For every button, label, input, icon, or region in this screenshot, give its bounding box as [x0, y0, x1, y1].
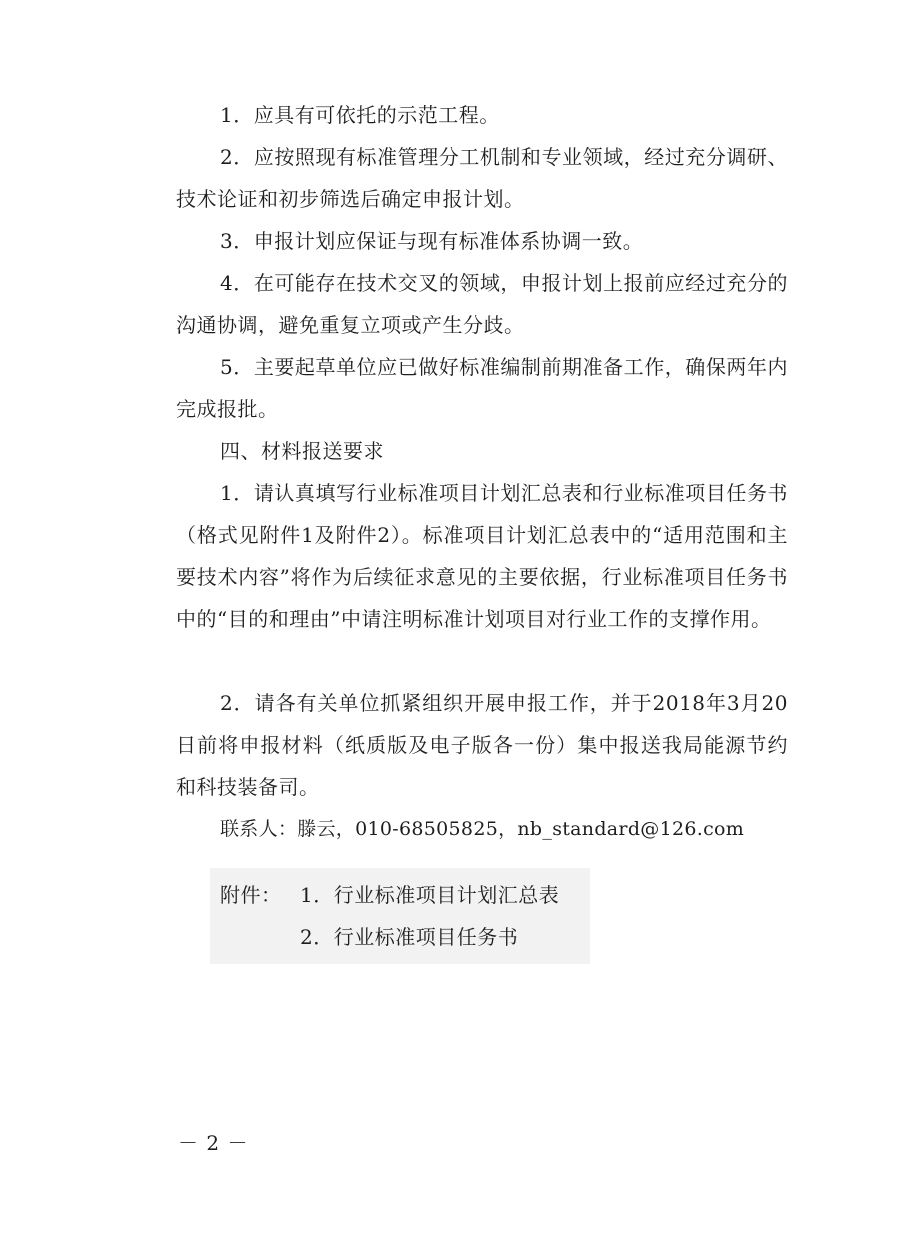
attachment-item: 2．行业标准项目任务书	[300, 925, 519, 949]
requirement-item-5: 5．主要起草单位应已做好标准编制前期准备工作，确保两年内完成报批。	[176, 355, 788, 421]
requirement-item-2: 2．应按照现有标准管理分工机制和专业领域，经过充分调研、技术论证和初步筛选后确定申报计划。	[176, 145, 788, 211]
contact-line: 联系人：滕云，010-68505825，nb_standard@126.com	[220, 818, 745, 840]
requirement-item-4: 4．在可能存在技术交叉的领域，申报计划上报前应经过充分的沟通协调，避免重复立项或产生分歧。	[176, 271, 788, 337]
requirement-item-1: 1．应具有可依托的示范工程。	[220, 103, 500, 127]
attachments-block	[210, 868, 590, 964]
page-number: － 2 －	[178, 1131, 249, 1155]
submission-item-2: 2．请各有关单位抓紧组织开展申报工作，并于2018年3月20日前将申报材料（纸质版及电子版各一份）集中报送我局能源节约和科技装备司。	[176, 691, 788, 799]
attachment-item: 1．行业标准项目计划汇总表	[300, 883, 560, 907]
attachments-label: 附件：	[220, 883, 282, 907]
section-heading: 四、材料报送要求	[220, 439, 384, 463]
requirement-item-3: 3．申报计划应保证与现有标准体系协调一致。	[220, 229, 644, 253]
submission-item-1: 1．请认真填写行业标准项目计划汇总表和行业标准项目任务书（格式见附件1及附件2）。标准项目计划汇总表中的“适用范围和主要技术内容”将作为后续征求意见的主要依据，行业标准项目任务书中的“目的和理由”中请注明标准计划项目对行业工作的支撑作用。	[176, 481, 788, 631]
